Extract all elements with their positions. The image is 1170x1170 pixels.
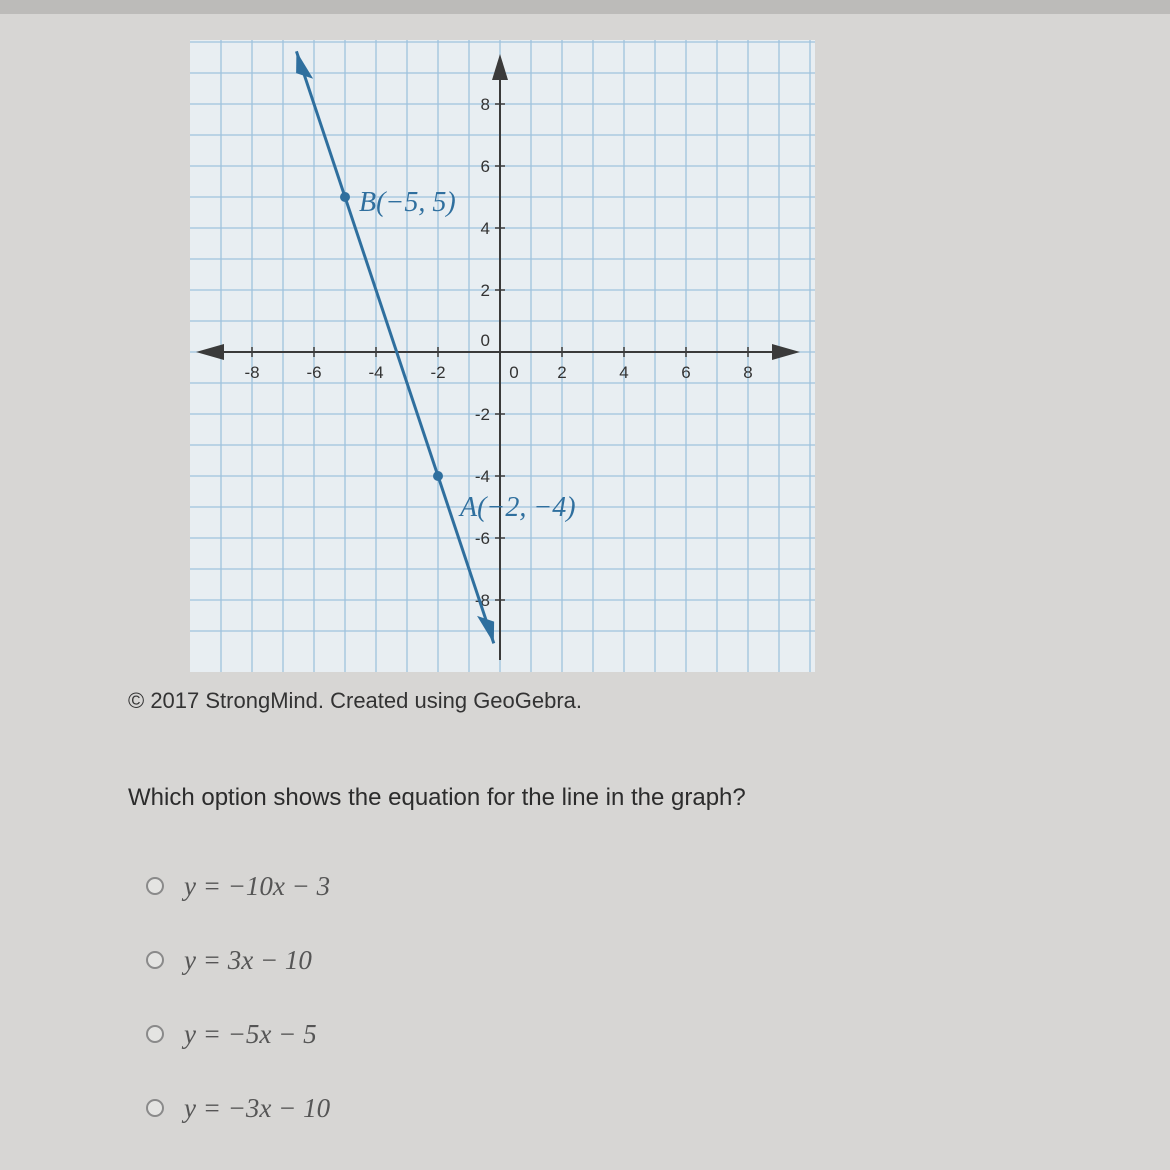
- y-tick-label: -6: [474, 529, 490, 548]
- option-label: y = −5x − 5: [184, 1018, 317, 1049]
- x-tick-label: -2: [430, 363, 446, 382]
- radio-button[interactable]: [146, 1025, 164, 1043]
- y-tick-label: 0: [480, 331, 490, 350]
- x-tick-label: -8: [244, 363, 260, 382]
- radio-button[interactable]: [146, 1099, 164, 1117]
- credit-text: © 2017 StrongMind. Created using GeoGebra.: [128, 688, 583, 713]
- option-1[interactable]: [146, 868, 646, 904]
- option-3[interactable]: [146, 1016, 646, 1052]
- y-tick-label: -8: [474, 591, 490, 610]
- option-2[interactable]: [146, 942, 646, 978]
- y-tick-label: 8: [480, 95, 490, 114]
- option-label: y = 3x − 10: [184, 944, 312, 975]
- top-strip: [0, 0, 1170, 14]
- point-b-label: B(−5, 5): [359, 187, 456, 218]
- question-text: Which option shows the equation for the line in the graph?: [128, 784, 746, 811]
- x-tick-label: -6: [306, 363, 322, 382]
- coordinate-graph: [190, 40, 815, 672]
- radio-button[interactable]: [146, 951, 164, 969]
- radio-button[interactable]: [146, 877, 164, 895]
- option-label: y = −3x − 10: [184, 1092, 331, 1123]
- x-tick-label: -4: [368, 363, 384, 382]
- graph-svg: [190, 40, 815, 672]
- point-b: [340, 192, 350, 202]
- x-tick-label: 2: [557, 363, 567, 382]
- x-tick-label: 8: [743, 363, 753, 382]
- option-label: y = −10x − 3: [184, 870, 331, 901]
- x-tick-label: 0: [509, 363, 519, 382]
- y-tick-label: -2: [474, 405, 490, 424]
- y-tick-label: 2: [480, 281, 490, 300]
- option-4[interactable]: [146, 1090, 646, 1126]
- answer-options: [146, 868, 646, 1164]
- point-a: [433, 471, 443, 481]
- y-tick-label: 6: [480, 157, 490, 176]
- point-a-label: A(−2, −4): [460, 492, 576, 523]
- y-tick-label: -4: [474, 467, 490, 486]
- x-tick-label: 6: [681, 363, 691, 382]
- x-tick-label: 4: [619, 363, 629, 382]
- y-tick-label: 4: [480, 219, 490, 238]
